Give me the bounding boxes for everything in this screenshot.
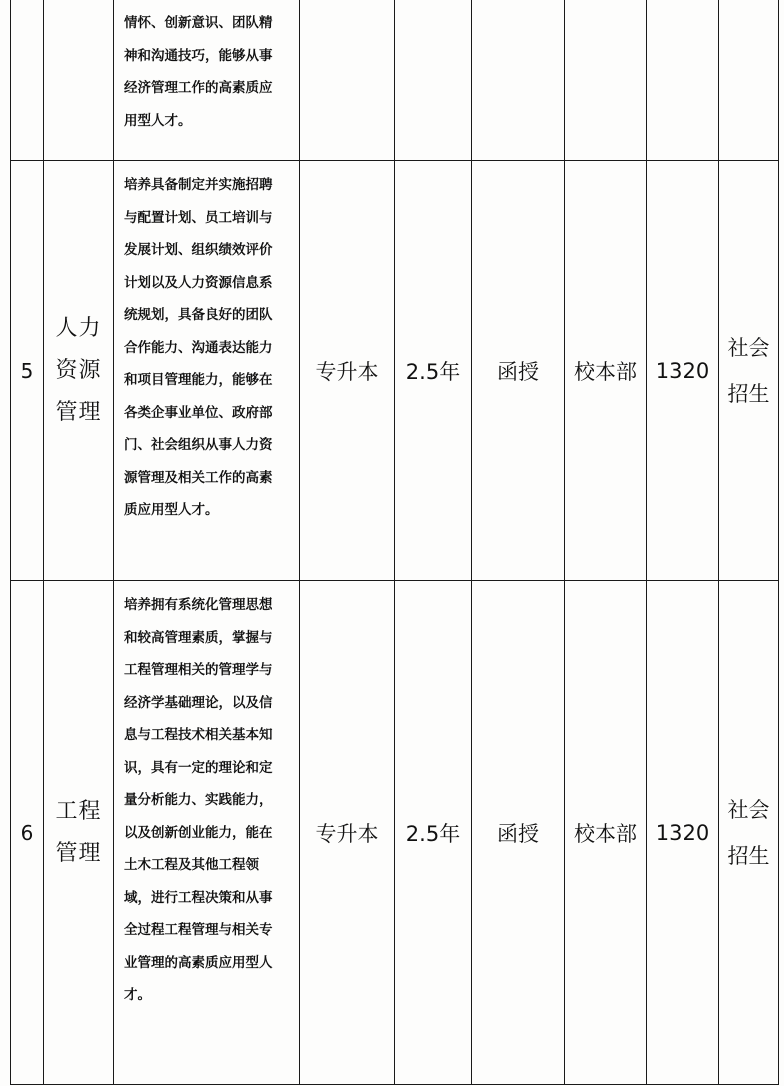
major-name-line: 人力 <box>55 315 102 341</box>
teaching-location: 校本部 <box>565 581 647 1085</box>
enrollment-type-line: 招生 <box>727 381 770 406</box>
enrollment-type-line: 社会 <box>727 797 770 822</box>
training-objective: 培养具备制定并实施招聘 与配置计划、员工培训与 发展计划、组织绩效评价 计划以及人力资源信息系 统规划，具备良好的团队 合作能力、沟通表达能力 和项目管理能力，能够在 各类企事业单位、政府部 门、社会组织从事人力资 源管理及相关工作的高素 质应用型人才。 <box>114 161 300 581</box>
major-name-line: 工程 <box>55 798 102 824</box>
program-level <box>300 0 395 161</box>
study-form: 函授 <box>472 161 565 581</box>
major-name-line: 资源 <box>55 357 102 383</box>
study-duration: 2.5年 <box>395 581 472 1085</box>
enrollment-type <box>719 0 779 161</box>
major-name <box>44 581 114 1085</box>
teaching-location: 校本部 <box>565 161 647 581</box>
major-name <box>44 161 114 581</box>
training-objective: 情怀、创新意识、团队精 神和沟通技巧，能够从事 经济管理工作的高素质应 用型人才。 <box>114 0 300 161</box>
table-row <box>11 161 779 581</box>
study-duration: 2.5年 <box>395 161 472 581</box>
study-duration <box>395 0 472 161</box>
table-row <box>11 0 779 161</box>
table-row <box>11 581 779 1085</box>
study-form: 函授 <box>472 581 565 1085</box>
enrollment-type-line: 招生 <box>727 843 770 868</box>
tuition-fee: 1320 <box>647 161 719 581</box>
tuition-fee <box>647 0 719 161</box>
enrollment-type <box>719 581 779 1085</box>
training-objective: 培养拥有系统化管理思想 和较高管理素质，掌握与 工程管理相关的管理学与 经济学基础理论，以及信 息与工程技术相关基本知 识，具有一定的理论和定 量分析能力、实践能力， 以及创新创业能力，能在 土木工程及其他工程领 域，进行工程决策和从事 全过程工程管理与相关专 业管理的高素质应用型人 才。 <box>114 581 300 1085</box>
major-name-line: 管理 <box>55 399 102 425</box>
enrollment-type-line: 社会 <box>727 335 770 360</box>
study-form <box>472 0 565 161</box>
program-table <box>10 0 779 1085</box>
teaching-location <box>565 0 647 161</box>
row-number: 6 <box>11 581 44 1085</box>
enrollment-type <box>719 161 779 581</box>
major-name-line: 管理 <box>55 840 102 866</box>
row-number <box>11 0 44 161</box>
tuition-fee: 1320 <box>647 581 719 1085</box>
major-name <box>44 0 114 161</box>
program-level: 专升本 <box>300 161 395 581</box>
row-number: 5 <box>11 161 44 581</box>
program-level: 专升本 <box>300 581 395 1085</box>
